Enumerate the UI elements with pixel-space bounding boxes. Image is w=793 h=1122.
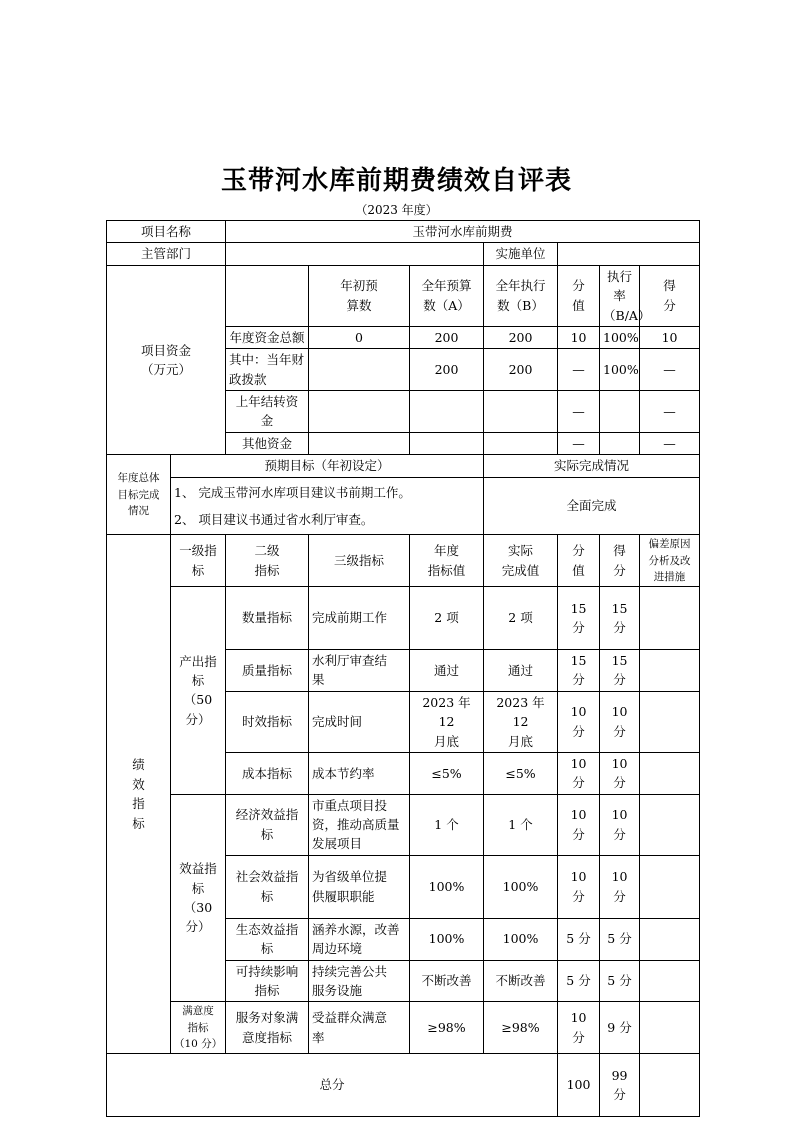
- fund-cell-budget: [410, 432, 484, 454]
- indicator-actual: 不断改善: [484, 960, 558, 1002]
- indicator-score-value: 10 分: [558, 691, 600, 752]
- indicator-actual: ≤5%: [484, 752, 558, 794]
- indicator-level2: 服务对象满 意度指标: [226, 1002, 309, 1054]
- indicator-reason: [640, 1002, 700, 1054]
- indicator-actual: 1 个: [484, 794, 558, 855]
- indicator-target: 通过: [410, 650, 484, 692]
- fund-cell-budget: [410, 391, 484, 433]
- expected-goal-item: 1、 完成玉带河水库项目建议书前期工作。: [174, 484, 411, 500]
- indicator-target: ≤5%: [410, 752, 484, 794]
- score-header: 得 分: [640, 265, 700, 326]
- indicator-actual: 2 项: [484, 587, 558, 650]
- funds-label: 项目资金 （万元）: [107, 265, 226, 454]
- annual-executed-header: 全年执行 数（B）: [484, 265, 558, 326]
- fund-row-name: 其中：当年财政拨款: [226, 349, 309, 391]
- fund-row-name: 其他资金: [226, 432, 309, 454]
- total-score-value: 100: [558, 1054, 600, 1117]
- indicator-score-value: 15 分: [558, 650, 600, 692]
- expected-goal-items: [171, 477, 484, 535]
- indicator-level2: 生态效益指 标: [226, 918, 309, 960]
- page-title: 玉带河水库前期费绩效自评表: [220, 166, 572, 196]
- indicator-reason: [640, 918, 700, 960]
- self-evaluation-table: [106, 220, 700, 1117]
- project-name-label: 项目名称: [107, 221, 226, 243]
- indicator-actual: 2023 年 12 月底: [484, 691, 558, 752]
- indicator-level3: 涵养水源，改善 周边环境: [309, 918, 410, 960]
- indicator-reason: [640, 587, 700, 650]
- indicator-target: 100%: [410, 918, 484, 960]
- indicator-actual: 通过: [484, 650, 558, 692]
- indicator-score: 10 分: [600, 794, 640, 855]
- indicator-reason: [640, 752, 700, 794]
- fund-cell-executed: [484, 432, 558, 454]
- fund-cell-initial: [309, 349, 410, 391]
- indicator-score-value: 5 分: [558, 960, 600, 1002]
- total-reason-blank: [640, 1054, 700, 1117]
- indicator-reason: [640, 794, 700, 855]
- indicator-reason: [640, 691, 700, 752]
- expected-goal-item: 2、 项目建议书通过省水利厅审查。: [174, 511, 374, 527]
- performance-indicators-label: 绩 效 指 标: [107, 535, 171, 1054]
- indicator-target: 100%: [410, 855, 484, 918]
- indicator-level3: 持续完善公共 服务设施: [309, 960, 410, 1002]
- fund-cell-executed: [484, 391, 558, 433]
- implementing-unit-label: 实施单位: [484, 243, 558, 265]
- indicator-header-actual: 实际 完成值: [484, 535, 558, 587]
- annual-budget-header: 全年预算 数（A）: [410, 265, 484, 326]
- indicator-actual: 100%: [484, 855, 558, 918]
- fund-cell-score-value: —: [558, 391, 600, 433]
- indicator-level3: 受益群众满意 率: [309, 1002, 410, 1054]
- indicator-score: 10 分: [600, 752, 640, 794]
- indicator-level2: 数量指标: [226, 587, 309, 650]
- fund-cell-executed: 200: [484, 349, 558, 391]
- indicator-level3: 完成前期工作: [309, 587, 410, 650]
- indicator-level1: 产出指 标 （50 分）: [171, 587, 226, 795]
- indicator-level3: 为省级单位提 供履职职能: [309, 855, 410, 918]
- fund-row-name: 上年结转资 金: [226, 391, 309, 433]
- fund-cell-score-value: —: [558, 432, 600, 454]
- total-label: 总分: [107, 1054, 558, 1117]
- department-label: 主管部门: [107, 243, 226, 265]
- indicator-level2: 经济效益指 标: [226, 794, 309, 855]
- funds-header-blank: [226, 265, 309, 326]
- execution-rate-header: 执行率 （B/A）: [600, 265, 640, 326]
- indicator-level2: 可持续影响 指标: [226, 960, 309, 1002]
- actual-completion-header: 实际完成情况: [484, 455, 700, 477]
- indicator-level3: 水利厅审查结 果: [309, 650, 410, 692]
- indicator-level2: 成本指标: [226, 752, 309, 794]
- indicator-score: 15 分: [600, 650, 640, 692]
- indicator-target: 不断改善: [410, 960, 484, 1002]
- fund-cell-executed: 200: [484, 326, 558, 348]
- fund-cell-score-value: —: [558, 349, 600, 391]
- indicator-reason: [640, 960, 700, 1002]
- indicator-level2: 质量指标: [226, 650, 309, 692]
- indicator-header-score: 得 分: [600, 535, 640, 587]
- fund-cell-score: —: [640, 432, 700, 454]
- indicator-score: 5 分: [600, 918, 640, 960]
- initial-budget-header: 年初预 算数: [309, 265, 410, 326]
- indicator-actual: ≥98%: [484, 1002, 558, 1054]
- indicator-score-value: 10 分: [558, 1002, 600, 1054]
- expected-goal-header: 预期目标（年初设定）: [171, 455, 484, 477]
- indicator-level3: 市重点项目投 资，推动高质量 发展项目: [309, 794, 410, 855]
- total-score: 99 分: [600, 1054, 640, 1117]
- indicator-reason: [640, 650, 700, 692]
- indicator-header-level1: 一级指 标: [171, 535, 226, 587]
- indicator-score: 5 分: [600, 960, 640, 1002]
- indicator-target: 2 项: [410, 587, 484, 650]
- fund-cell-rate: 100%: [600, 349, 640, 391]
- fund-cell-initial: 0: [309, 326, 410, 348]
- fund-row-name: 年度资金总额: [226, 326, 309, 348]
- project-name-value: 玉带河水库前期费: [226, 221, 700, 243]
- fund-cell-initial: [309, 391, 410, 433]
- indicator-score: 15 分: [600, 587, 640, 650]
- fund-cell-rate: 100%: [600, 326, 640, 348]
- indicator-score-value: 5 分: [558, 918, 600, 960]
- fund-cell-budget: 200: [410, 349, 484, 391]
- indicator-level1: 满意度 指标 （10 分）: [171, 1002, 226, 1054]
- overall-goal-label: 年度总体 目标完成 情况: [107, 455, 171, 535]
- indicator-level2: 时效指标: [226, 691, 309, 752]
- indicator-header-score-value: 分 值: [558, 535, 600, 587]
- indicator-score-value: 10 分: [558, 752, 600, 794]
- year-subtitle: （2023 年度）: [355, 203, 438, 217]
- indicator-actual: 100%: [484, 918, 558, 960]
- fund-cell-budget: 200: [410, 326, 484, 348]
- fund-cell-score: —: [640, 391, 700, 433]
- indicator-header-reason: 偏差原因 分析及改 进措施: [640, 535, 700, 587]
- indicator-score: 10 分: [600, 691, 640, 752]
- indicator-level3: 完成时间: [309, 691, 410, 752]
- indicator-score: 10 分: [600, 855, 640, 918]
- indicator-score-value: 10 分: [558, 855, 600, 918]
- indicator-level1: 效益指 标 （30 分）: [171, 794, 226, 1002]
- indicator-score-value: 10 分: [558, 794, 600, 855]
- indicator-level3: 成本节约率: [309, 752, 410, 794]
- indicator-target: ≥98%: [410, 1002, 484, 1054]
- score-value-header: 分 值: [558, 265, 600, 326]
- indicator-score-value: 15 分: [558, 587, 600, 650]
- fund-cell-rate: [600, 391, 640, 433]
- indicator-reason: [640, 855, 700, 918]
- fund-cell-rate: [600, 432, 640, 454]
- actual-completion-value: 全面完成: [484, 477, 700, 535]
- indicator-header-level2: 二级 指标: [226, 535, 309, 587]
- indicator-header-target: 年度 指标值: [410, 535, 484, 587]
- fund-cell-score: 10: [640, 326, 700, 348]
- fund-cell-initial: [309, 432, 410, 454]
- indicator-score: 9 分: [600, 1002, 640, 1054]
- indicator-target: 1 个: [410, 794, 484, 855]
- indicator-level2: 社会效益指 标: [226, 855, 309, 918]
- department-value: [226, 243, 484, 265]
- fund-cell-score-value: 10: [558, 326, 600, 348]
- fund-cell-score: —: [640, 349, 700, 391]
- indicator-header-level3: 三级指标: [309, 535, 410, 587]
- implementing-unit-value: [558, 243, 700, 265]
- indicator-target: 2023 年 12 月底: [410, 691, 484, 752]
